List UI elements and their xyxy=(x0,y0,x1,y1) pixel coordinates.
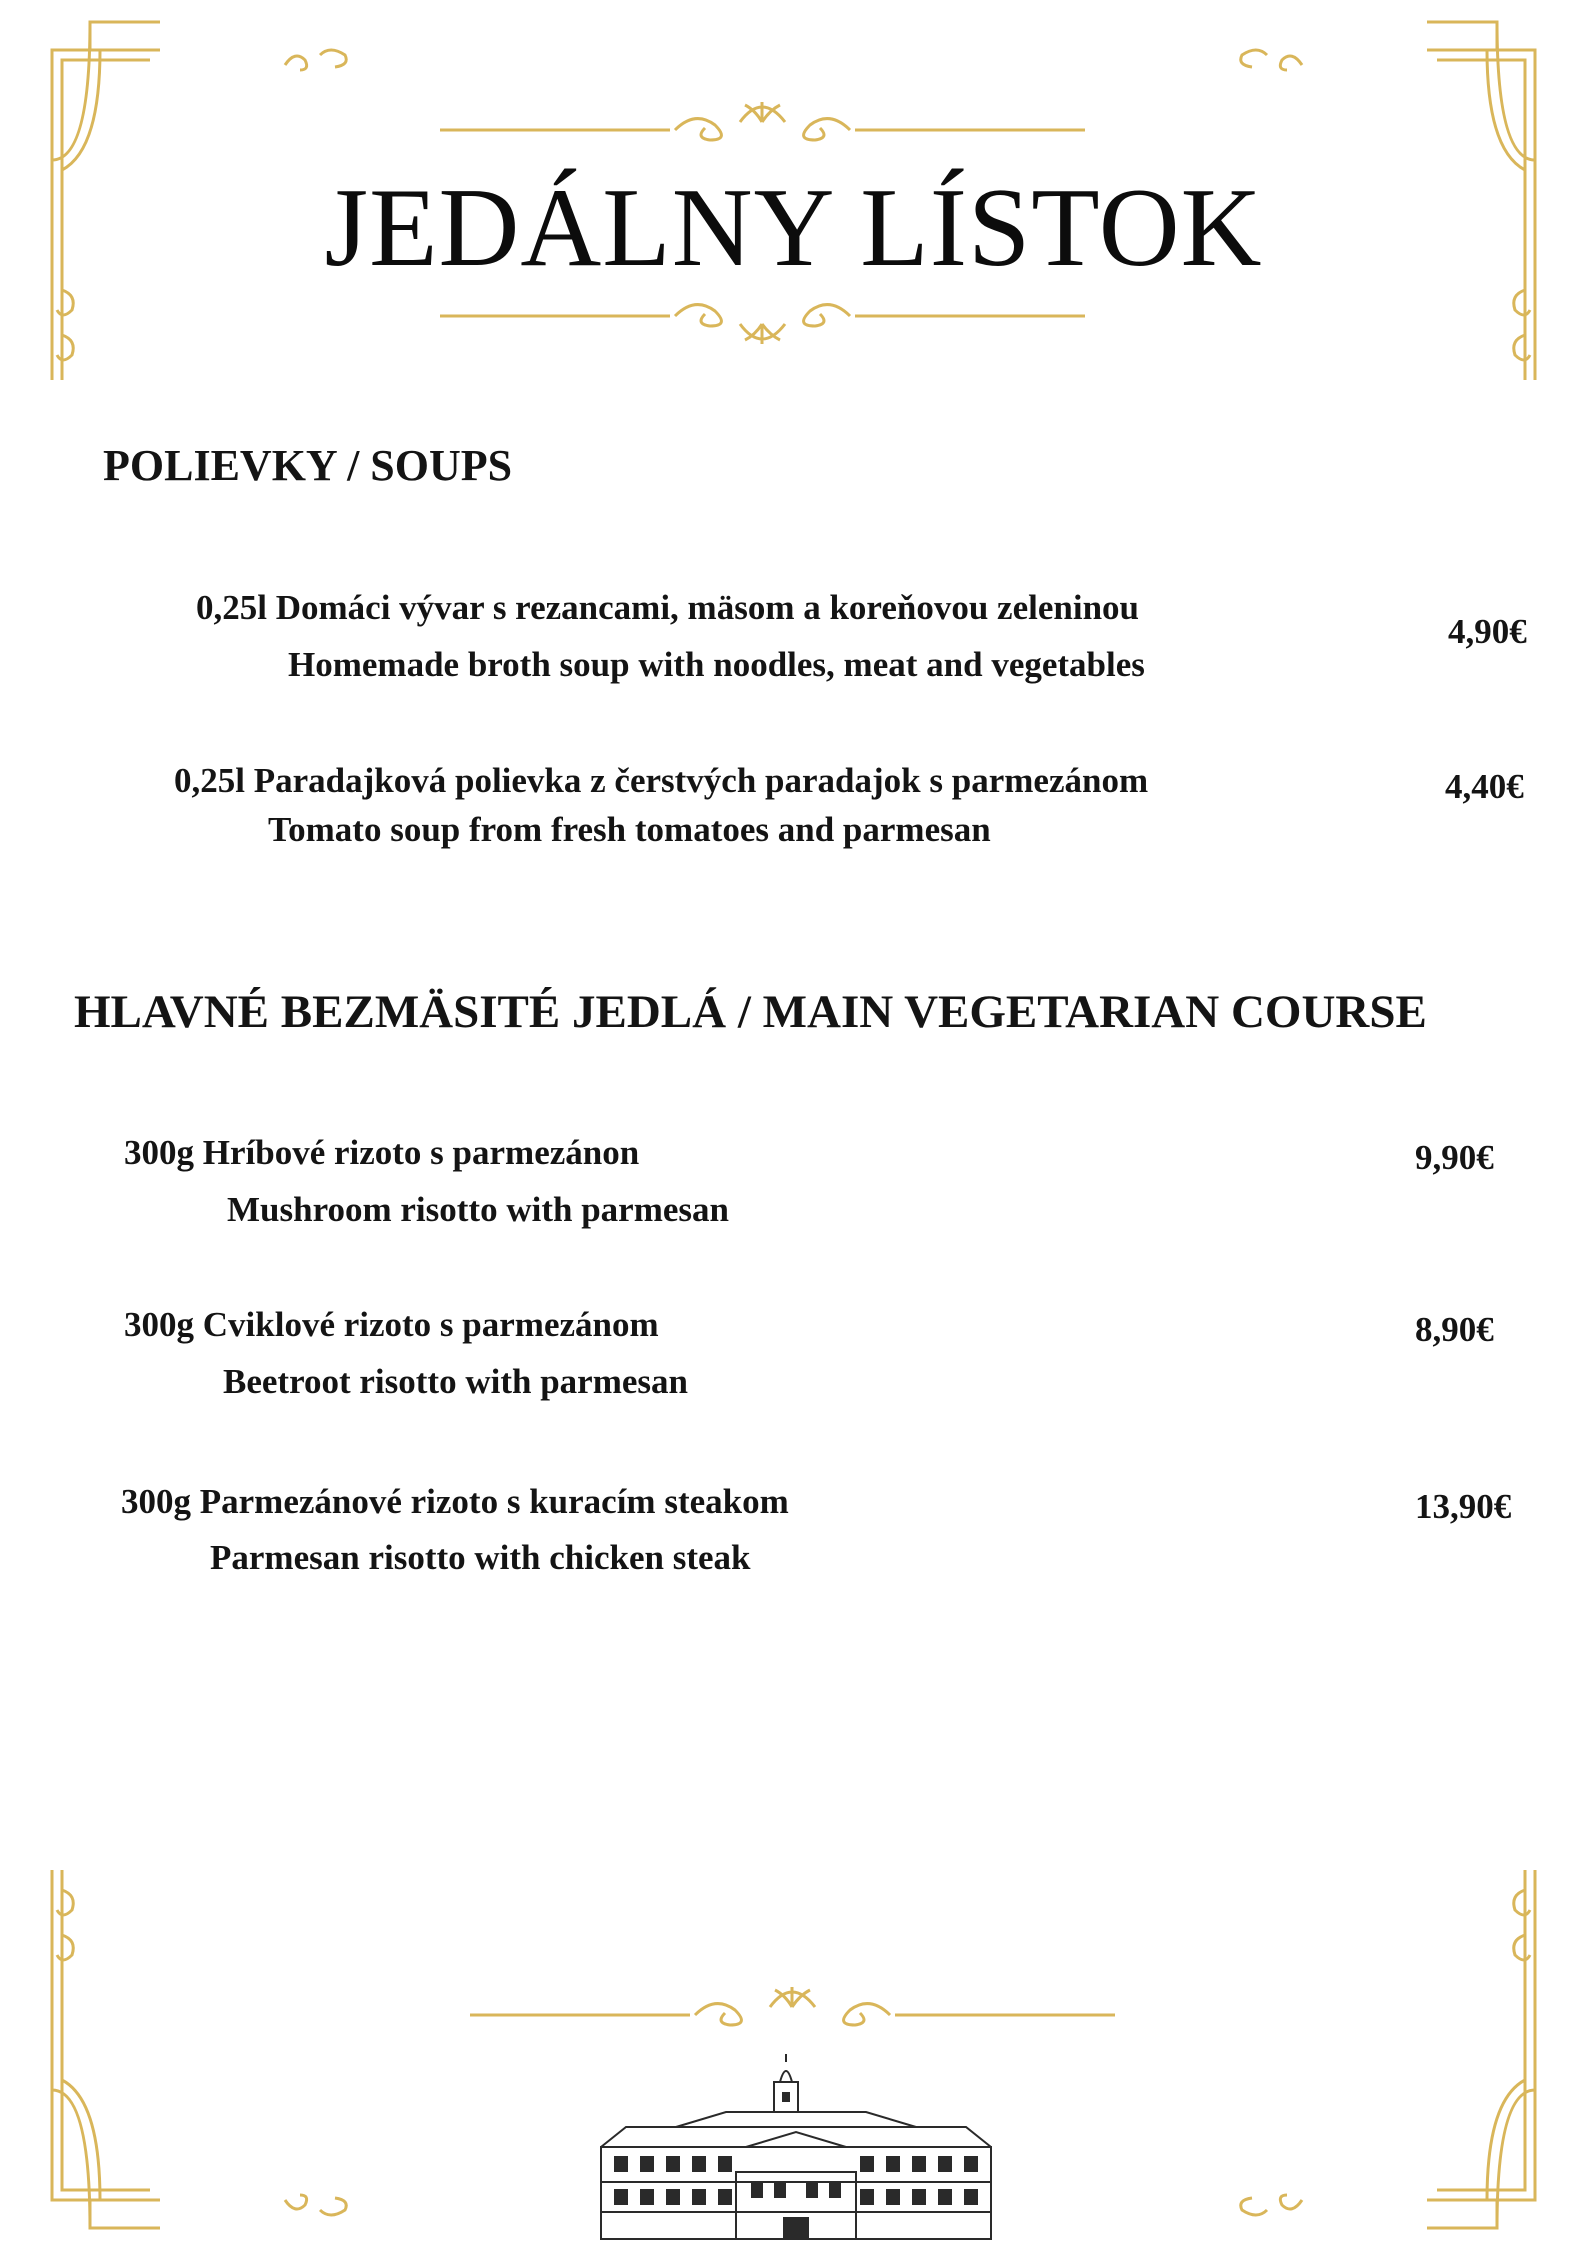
corner-flourish-top-right xyxy=(1227,40,1307,80)
soup-2-price: 4,40€ xyxy=(1445,767,1524,806)
section-heading-soups: POLIEVKY / SOUPS xyxy=(103,441,513,490)
divider-middle-icon xyxy=(440,290,1085,350)
main-1-name-en: Mushroom risotto with parmesan xyxy=(227,1190,729,1229)
corner-flourish-bottom-left xyxy=(280,2185,360,2225)
building-icon xyxy=(596,2052,996,2245)
corner-ornament-bottom-right xyxy=(1417,1860,1547,2240)
soup-1-price: 4,90€ xyxy=(1448,612,1527,651)
main-3-name-sk: 300g Parmezánové rizoto s kuracím steakom xyxy=(121,1482,789,1521)
main-2-price: 8,90€ xyxy=(1415,1310,1494,1349)
soup-1-name-sk: 0,25l Domáci vývar s rezancami, mäsom a koreňovou zeleninou xyxy=(196,588,1140,627)
soup-2-name-sk: 0,25l Paradajková polievka z čerstvých paradajok s parmezánom xyxy=(174,761,1149,800)
main-3-name-en: Parmesan risotto with chicken steak xyxy=(210,1538,751,1577)
corner-ornament-bottom-left xyxy=(40,1860,170,2240)
main-3-price: 13,90€ xyxy=(1415,1487,1512,1526)
main-2-name-en: Beetroot risotto with parmesan xyxy=(223,1362,688,1401)
soup-2-name-en: Tomato soup from fresh tomatoes and parmesan xyxy=(268,810,991,849)
corner-flourish-bottom-right xyxy=(1227,2185,1307,2225)
page-title: JEDÁLNY LÍSTOK xyxy=(324,166,1263,290)
divider-top-icon xyxy=(440,90,1085,150)
main-1-name-sk: 300g Hríbové rizoto s parmezánon xyxy=(124,1133,640,1172)
section-heading-main-course: HLAVNÉ BEZMÄSITÉ JEDLÁ / MAIN VEGETARIAN COURSE xyxy=(74,986,1427,1038)
main-1-price: 9,90€ xyxy=(1415,1138,1494,1177)
corner-flourish-top-left xyxy=(280,40,360,80)
divider-bottom-icon xyxy=(470,1975,1115,2035)
main-2-name-sk: 300g Cviklové rizoto s parmezánom xyxy=(124,1305,659,1344)
soup-1-name-en: Homemade broth soup with noodles, meat and vegetables xyxy=(288,645,1145,684)
